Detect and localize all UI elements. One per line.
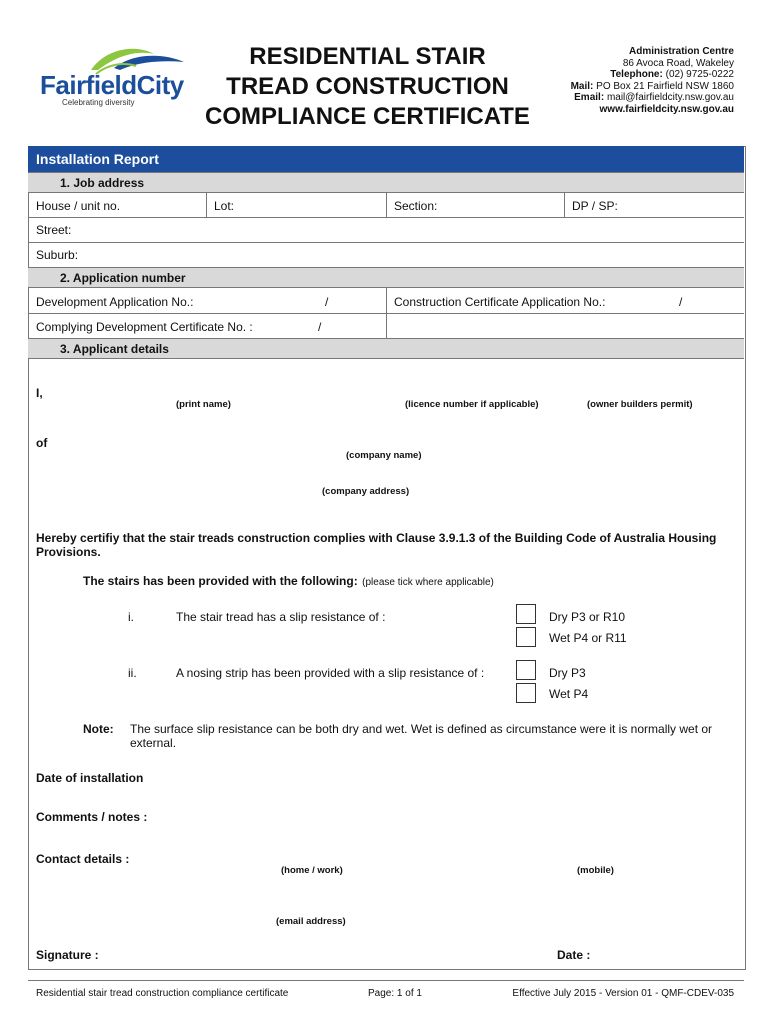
telephone-value: (02) 9725-0222 xyxy=(665,69,734,80)
divider xyxy=(28,242,744,243)
footer-version: Effective July 2015 - Version 01 - QMF-CDEV-035 xyxy=(512,988,734,999)
section-job-label: 1. Job address xyxy=(60,176,145,190)
divider xyxy=(564,193,565,217)
footer-page-number: Page: 1 of 1 xyxy=(368,988,422,999)
item-ii-number: ii. xyxy=(128,666,137,680)
dry-p3-r10-checkbox[interactable] xyxy=(516,604,536,624)
divider xyxy=(386,193,387,217)
mail-label: Mail: xyxy=(570,80,594,92)
footer-divider xyxy=(28,980,744,981)
signature-label[interactable]: Signature : xyxy=(36,948,99,962)
print-name-hint[interactable]: (print name) xyxy=(176,399,231,410)
certification-statement: Hereby certifiy that the stair treads construction complies with Clause 3.9.1.3 of the Building Code of Australia Housing Provisions. xyxy=(36,531,717,559)
da-number-field[interactable]: Development Application No.: xyxy=(36,295,194,309)
title-line-1: RESIDENTIAL STAIR xyxy=(249,43,486,70)
nosing-dry-p3-checkbox[interactable] xyxy=(516,660,536,680)
wet-p4-r11-label: Wet P4 or R11 xyxy=(549,631,627,645)
section-applicant-label: 3. Applicant details xyxy=(60,342,169,356)
house-unit-field[interactable]: House / unit no. xyxy=(36,199,121,213)
cc-slash: / xyxy=(679,295,683,309)
dp-sp-field[interactable]: DP / SP: xyxy=(572,199,618,213)
installation-report-bar xyxy=(28,146,744,172)
home-work-phone-hint[interactable]: (home / work) xyxy=(281,865,343,876)
owner-builders-permit-hint[interactable]: (owner builders permit) xyxy=(587,399,693,410)
contact-centre: Administration Centre xyxy=(628,46,734,57)
nosing-wet-p4-checkbox[interactable] xyxy=(516,683,536,703)
company-name-hint[interactable]: (company name) xyxy=(346,450,422,461)
telephone-label: Telephone: xyxy=(610,69,663,80)
comments-notes-label[interactable]: Comments / notes : xyxy=(36,810,148,824)
licence-number-hint[interactable]: (licence number if applicable) xyxy=(405,399,539,410)
section-field[interactable]: Section: xyxy=(394,199,438,213)
date-of-installation-label[interactable]: Date of installation xyxy=(36,771,144,785)
footer-document-name: Residential stair tread construction compliance certificate xyxy=(36,988,289,999)
nosing-wet-p4-label: Wet P4 xyxy=(549,687,589,701)
item-i-text: The stair tread has a slip resistance of : xyxy=(176,610,386,624)
divider xyxy=(28,217,744,218)
cc-number-field[interactable]: Construction Certificate Application No.: xyxy=(394,295,606,309)
mail-value: PO Box 21 Fairfield NSW 1860 xyxy=(596,80,734,92)
note-text: The surface slip resistance can be both dry and wet. Wet is defined as circumstance were it is normally wet or external. xyxy=(130,722,713,750)
lot-field[interactable]: Lot: xyxy=(214,199,235,213)
email-value[interactable]: mail@fairfieldcity.nsw.gov.au xyxy=(606,92,734,103)
section-job-address xyxy=(28,172,744,193)
company-address-hint[interactable]: (company address) xyxy=(322,486,410,497)
section-application-number xyxy=(28,267,744,288)
item-i-number: i. xyxy=(128,610,134,624)
mobile-phone-hint[interactable]: (mobile) xyxy=(577,865,614,876)
title-line-2: TREAD CONSTRUCTION xyxy=(226,73,509,100)
cdc-number-field[interactable]: Complying Development Certificate No. : xyxy=(36,320,253,334)
nosing-dry-p3-label: Dry P3 xyxy=(549,666,586,680)
street-field[interactable]: Street: xyxy=(36,223,72,237)
of-label: of xyxy=(36,436,48,450)
logo-tagline: Celebrating diversity xyxy=(62,98,135,107)
website-link[interactable]: www.fairfieldcity.nsw.gov.au xyxy=(599,103,734,115)
da-slash: / xyxy=(325,295,329,309)
tick-hint: (please tick where applicable) xyxy=(362,577,494,588)
note-label: Note: xyxy=(83,722,114,736)
section-applicant-details xyxy=(28,338,744,359)
provided-label: The stairs has been provided with the following: xyxy=(83,574,358,588)
logo-wordmark: FairfieldCity xyxy=(40,70,184,100)
contact-block xyxy=(571,46,734,115)
provided-line xyxy=(83,572,494,590)
suburb-field[interactable]: Suburb: xyxy=(36,248,79,262)
item-ii-text: A nosing strip has been provided with a slip resistance of : xyxy=(176,666,485,680)
section-application-label: 2. Application number xyxy=(60,271,186,285)
i-label: I, xyxy=(36,386,43,400)
email-label: Email: xyxy=(574,92,605,103)
email-address-hint[interactable]: (email address) xyxy=(276,916,346,927)
title-line-3: COMPLIANCE CERTIFICATE xyxy=(205,103,530,130)
contact-address: 86 Avoca Road, Wakeley xyxy=(622,57,734,69)
dry-p3-r10-label: Dry P3 or R10 xyxy=(549,610,626,624)
bar-title: Installation Report xyxy=(36,151,159,167)
page-title xyxy=(190,42,545,132)
cdc-slash: / xyxy=(318,320,322,334)
contact-details-label: Contact details : xyxy=(36,852,130,866)
divider xyxy=(206,193,207,217)
wet-p4-r11-checkbox[interactable] xyxy=(516,627,536,647)
date-label[interactable]: Date : xyxy=(557,948,591,962)
divider xyxy=(28,313,744,314)
